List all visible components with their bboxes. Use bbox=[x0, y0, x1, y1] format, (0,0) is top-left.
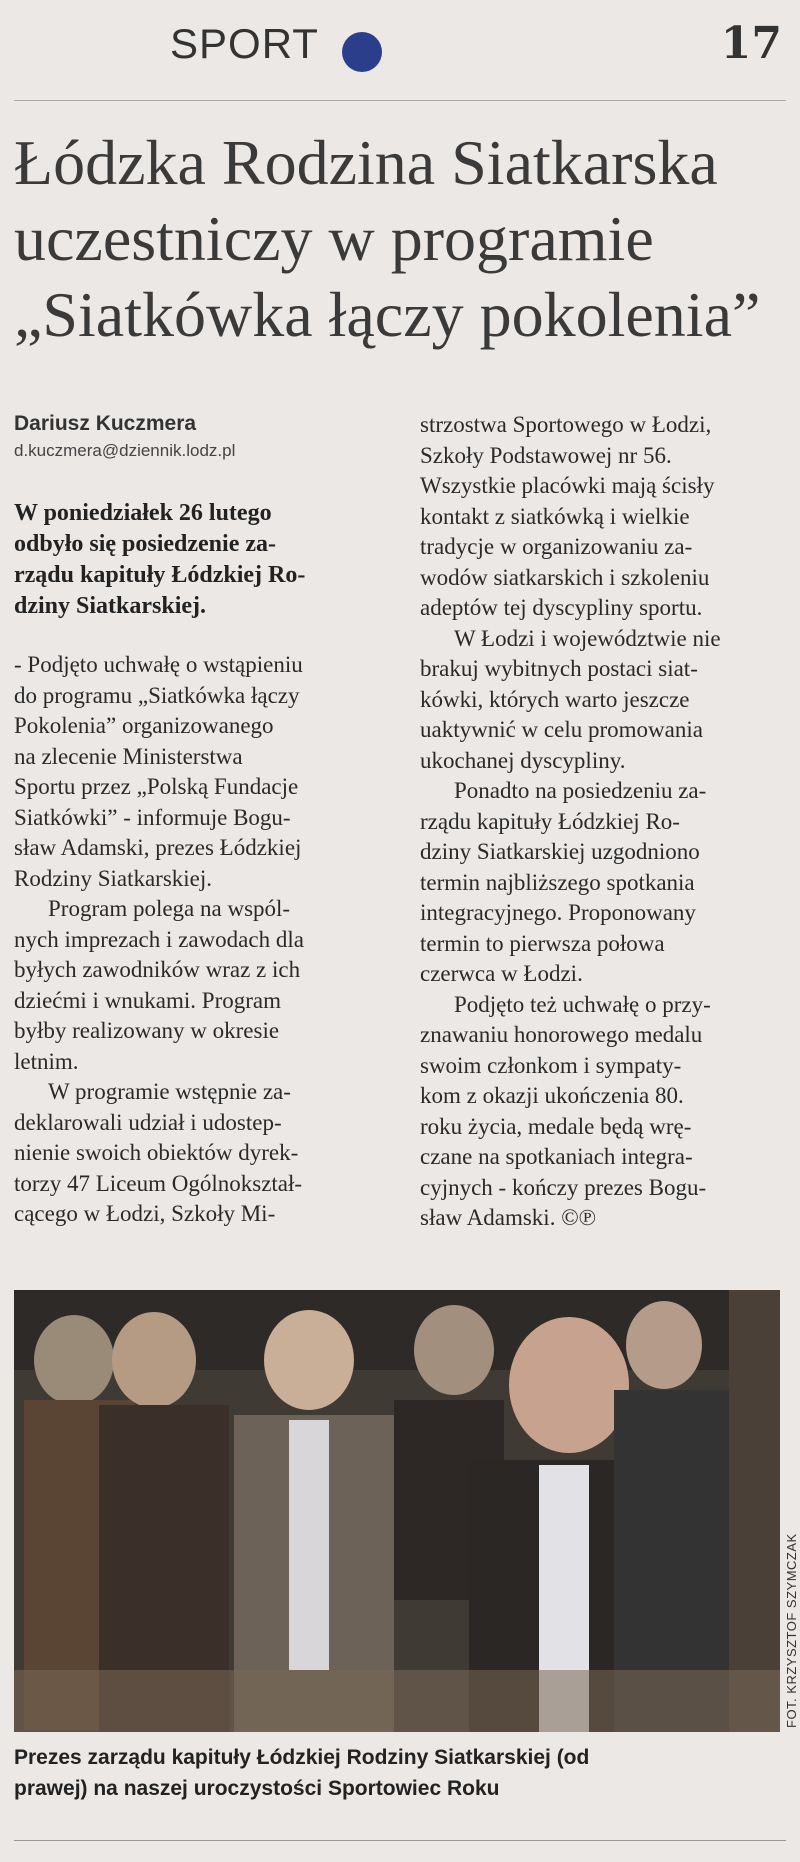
text-line: kontakt z siatkówką i wielkie bbox=[420, 503, 690, 529]
text-line: kówki, których warto jeszcze bbox=[420, 686, 690, 712]
lead-line: rządu kapituły Łódzkiej Ro- bbox=[14, 562, 306, 588]
text-line: swoim członkom i sympaty- bbox=[420, 1052, 682, 1078]
text-line: nych imprezach i zawodach dla bbox=[14, 926, 304, 952]
text-line: termin to pierwsza połowa bbox=[420, 930, 665, 956]
text-line: dziny Siatkarskiej uzgodniono bbox=[420, 839, 700, 864]
article-column-right bbox=[420, 410, 786, 1234]
text-line: znawaniu honorowego medalu bbox=[420, 1022, 703, 1047]
article-photo bbox=[14, 1290, 780, 1732]
article-column-left bbox=[14, 410, 382, 1230]
text-line: rządu kapituły Łódzkiej Ro- bbox=[420, 808, 680, 834]
author-email: d.kuczmera@dziennik.lodz.pl bbox=[14, 441, 236, 460]
photo-caption bbox=[14, 1742, 784, 1804]
headline-line: Łódzka Rodzina Siatkarska bbox=[14, 127, 718, 198]
text-line: W Łodzi i województwie nie bbox=[454, 625, 721, 651]
header-divider bbox=[14, 100, 786, 101]
text-line: cyjnych - kończy prezes Bogu- bbox=[420, 1174, 707, 1200]
text-line: Szkoły Podstawowej nr 56. bbox=[420, 442, 672, 468]
text-line: tradycje w organizowaniu za- bbox=[420, 534, 693, 559]
text-line: ukochanej dyscypliny. bbox=[420, 747, 626, 773]
text-line: Ponadto na posiedzeniu za- bbox=[454, 778, 707, 803]
caption-line: Prezes zarządu kapituły Łódzkiej Rodziny Siatkarskiej (od bbox=[14, 1746, 590, 1769]
section-dot-icon bbox=[342, 32, 382, 72]
text-line: sław Adamski, prezes Łódzkiej bbox=[14, 835, 302, 860]
text-line: Rodziny Siatkarskiej. bbox=[14, 865, 213, 891]
text-line: do programu „Siatkówka łączy bbox=[14, 682, 300, 708]
lead-paragraph bbox=[14, 498, 382, 622]
text-line: na zlecenie Ministerstwa bbox=[14, 743, 243, 769]
text-line: kom z okazji ukończenia 80. bbox=[420, 1083, 684, 1108]
text-line: - Podjęto uchwałę o wstąpieniu bbox=[14, 652, 303, 677]
text-line: wodów siatkarskich i szkoleniu bbox=[420, 564, 710, 590]
text-line: torzy 47 Liceum Ogólnokształ- bbox=[14, 1170, 303, 1196]
audience-photo-illustration bbox=[14, 1290, 780, 1732]
lead-line: odbyło się posiedzenie za- bbox=[14, 531, 276, 557]
text-line: byłby realizowany w okresie bbox=[14, 1018, 280, 1043]
photo-credit: FOT. KRZYSZTOF SZYMCZAK bbox=[784, 1533, 799, 1728]
bottom-divider bbox=[14, 1840, 786, 1841]
lead-line: W poniedziałek 26 lutego bbox=[14, 500, 272, 526]
author-name: Dariusz Kuczmera bbox=[14, 412, 197, 435]
headline bbox=[14, 125, 784, 353]
text-line: Pokolenia” organizowanego bbox=[14, 713, 274, 738]
text-line: nienie swoich obiektów dyrek- bbox=[14, 1140, 299, 1165]
text-line: roku życia, medale będą wrę- bbox=[420, 1113, 692, 1139]
headline-line: uczestniczy w programie bbox=[14, 203, 654, 274]
article-paragraph bbox=[420, 990, 786, 1234]
page-number: 17 bbox=[720, 18, 782, 69]
text-line: deklarowali udział i udostep- bbox=[14, 1109, 282, 1135]
headline-line: „Siatkówka łączy pokolenia” bbox=[14, 279, 761, 350]
text-line: strzostwa Sportowego w Łodzi, bbox=[420, 412, 712, 437]
text-line: cącego w Łodzi, Szkoły Mi- bbox=[14, 1201, 276, 1226]
text-line: dziećmi i wnukami. Program bbox=[14, 987, 281, 1013]
text-line: termin najbliższego spotkania bbox=[420, 869, 695, 895]
text-line: W programie wstępnie za- bbox=[48, 1079, 291, 1104]
text-line: adeptów tej dyscypliny sportu. bbox=[420, 595, 703, 620]
text-line: sław Adamski. ©℗ bbox=[420, 1205, 597, 1230]
article-body-left bbox=[14, 650, 382, 1230]
article-paragraph bbox=[420, 410, 786, 624]
article-paragraph bbox=[14, 894, 382, 1077]
article-body-right bbox=[420, 410, 786, 1234]
text-line: czane na spotkaniach integra- bbox=[420, 1144, 693, 1169]
text-line: brakuj wybitnych postaci siat- bbox=[420, 656, 698, 681]
text-line: Wszystkie placówki mają ścisły bbox=[420, 473, 715, 498]
caption-line: prawej) na naszej uroczystości Sportowiec Roku bbox=[14, 1777, 500, 1800]
text-line: byłych zawodników wraz z ich bbox=[14, 957, 301, 982]
article-paragraph bbox=[420, 776, 786, 990]
text-line: integracyjnego. Proponowany bbox=[420, 900, 696, 925]
text-line: Podjęto też uchwałę o przy- bbox=[454, 991, 711, 1017]
lead-line: dziny Siatkarskiej. bbox=[14, 593, 207, 619]
text-line: letnim. bbox=[14, 1048, 79, 1074]
text-line: Siatkówki” - informuje Bogu- bbox=[14, 804, 291, 830]
article-paragraph bbox=[420, 624, 786, 777]
text-line: uaktywnić w celu promowania bbox=[420, 717, 703, 742]
text-line: Sportu przez „Polską Fundacje bbox=[14, 774, 299, 799]
article-paragraph bbox=[14, 650, 382, 894]
page-header bbox=[0, 18, 800, 78]
section-label: SPORT bbox=[170, 20, 319, 67]
article-paragraph bbox=[14, 1077, 382, 1230]
text-line: czerwca w Łodzi. bbox=[420, 961, 583, 986]
text-line: Program polega na wspól- bbox=[48, 896, 291, 921]
